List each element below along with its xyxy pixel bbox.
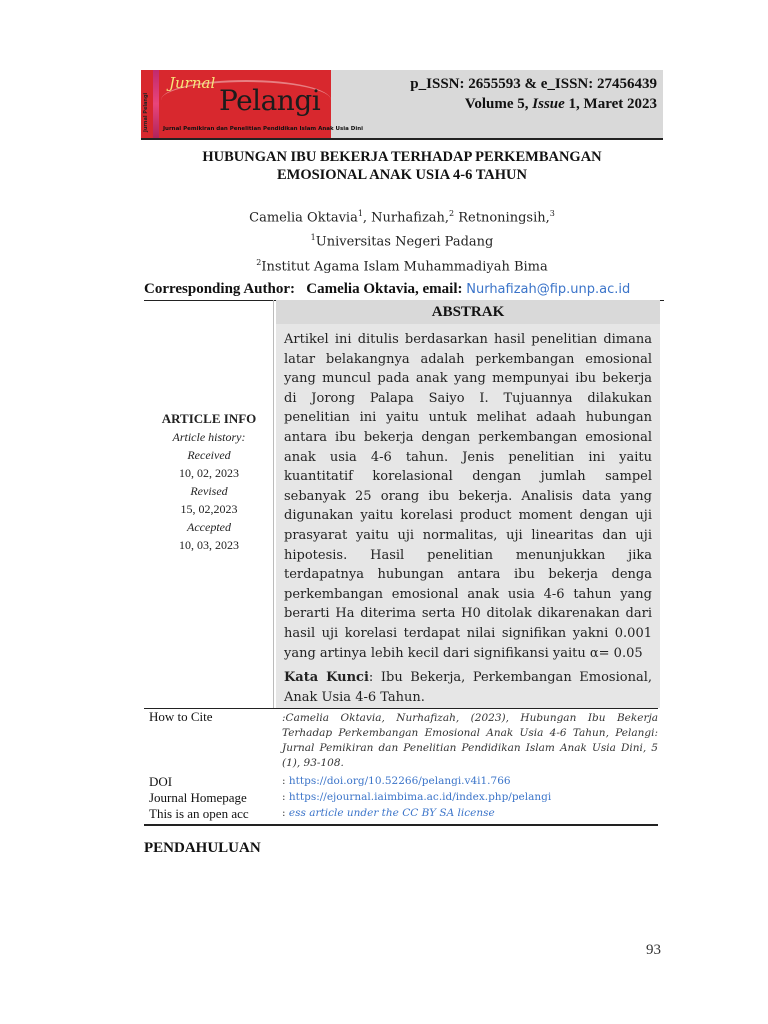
page-number: 93 bbox=[646, 942, 661, 958]
corresponding-author bbox=[144, 281, 664, 301]
abstract-text: Artikel ini ditulis berdasarkan hasil penelitian dimana latar belakangnya adalah perkembangan emosional yang muncul pada anak yang mempunyai ibu bekerja di Jorong Palapa Saiyo I. Tujuannya dilakukan penelitian ini yaitu untuk melihat adaah hubungan antara ibu bekerja dengan perkembangan emosional anak usia 4-6 tahun. Jenis penelitian ini yaitu kuantitatif korelasional dengan jumlah sampel sebanyak 25 orang ibu bekerja. Analisis data yang digunakan yaitu korelasi product moment dengan uji prasyarat yaitu uji normalitas, uji linearitas dan uji hipotesis. Hasil penelitian menunjukkan jika terdapatnya hubungan antara ibu bekerja denga perkembangan emosional anak usia 4-6 tahun yang berarti Ha diterima serta H0 ditolak dikarenakan dari hasil uji korelasi terdapat nilai signifikan yakni 0.001 yang artinya lebih kecil dari signifikansi yaitu α= 0.05 bbox=[284, 332, 652, 661]
homepage-value bbox=[282, 790, 658, 806]
author-3: Retnoningsih, bbox=[454, 210, 550, 226]
homepage-link[interactable]: https://ejournal.iaimbima.ac.id/index.php/pelangi bbox=[288, 791, 552, 803]
accepted-date: 10, 03, 2023 bbox=[179, 538, 239, 552]
how-to-cite-row bbox=[144, 709, 658, 771]
doi-label: DOI bbox=[149, 774, 173, 789]
journal-logo bbox=[141, 70, 364, 138]
affiliation-1-text: Universitas Negeri Padang bbox=[315, 234, 494, 250]
doi-value bbox=[282, 774, 658, 790]
affiliation-2 bbox=[141, 253, 663, 277]
issue-word: Issue bbox=[532, 96, 565, 112]
license-label: This is an open acc bbox=[149, 806, 249, 821]
author-2: , Nurhafizah, bbox=[362, 210, 450, 226]
logo-jurnal-text: Jurnal bbox=[169, 74, 216, 92]
doi-link[interactable]: https://doi.org/10.52266/pelangi.v4i1.766 bbox=[288, 775, 511, 787]
corr-name: Camelia Oktavia, email: bbox=[306, 281, 463, 297]
how-to-cite-label: How to Cite bbox=[149, 709, 213, 724]
author-3-sup: 3 bbox=[549, 209, 555, 218]
how-to-cite-value: :Camelia Oktavia, Nurhafizah, (2023), Hubungan Ibu Bekerja Terhadap Perkembangan Emosional Anak Usia 4-6 Tahun, Pelangi: Jurnal Pemikiran dan Penelitian Pendidikan Islam Anak Usia Dini, 5 (1), 93-108. bbox=[282, 712, 658, 769]
author-1: Camelia Oktavia bbox=[249, 210, 358, 226]
abstract-body bbox=[276, 324, 660, 708]
author-2-sup: 2 bbox=[449, 209, 455, 218]
logo-pelangi-text: Pelangi bbox=[219, 84, 321, 117]
revised-label: Revised bbox=[190, 484, 228, 498]
volume-line bbox=[410, 94, 657, 114]
author-1-sup: 1 bbox=[357, 209, 363, 218]
article-info-column bbox=[144, 300, 274, 708]
affiliation-2-sup: 2 bbox=[256, 257, 262, 267]
issn-block bbox=[410, 74, 657, 114]
citation-table bbox=[144, 708, 658, 826]
keywords bbox=[284, 668, 652, 707]
history-label: Article history: bbox=[172, 430, 246, 444]
volume-prefix: Volume 5, bbox=[464, 96, 533, 112]
article-info bbox=[144, 410, 274, 554]
volume-suffix: 1, Maret 2023 bbox=[564, 96, 657, 112]
received-date: 10, 02, 2023 bbox=[179, 466, 239, 480]
keywords-text: : Ibu Bekerja, Perkembangan Emosional, Anak Usia 4-6 Tahun. bbox=[284, 670, 652, 705]
affiliation-1-sup: 1 bbox=[310, 233, 316, 243]
affiliation-1 bbox=[141, 228, 663, 252]
article-title bbox=[141, 148, 663, 184]
accepted-label: Accepted bbox=[187, 520, 231, 534]
license-value bbox=[282, 806, 658, 822]
issn-line: p_ISSN: 2655593 & e_ISSN: 27456439 bbox=[410, 76, 657, 92]
homepage-label: Journal Homepage bbox=[149, 790, 247, 805]
abstract-heading: ABSTRAK bbox=[276, 300, 660, 324]
logo-rainbow-strip bbox=[153, 70, 159, 138]
received-label: Received bbox=[187, 448, 231, 462]
title-line-1: HUBUNGAN IBU BEKERJA TERHADAP PERKEMBANGAN bbox=[202, 149, 602, 165]
license-prefix: : bbox=[282, 807, 289, 819]
author-names bbox=[141, 204, 663, 228]
journal-header bbox=[141, 70, 663, 140]
keywords-label: Kata Kunci bbox=[284, 670, 369, 686]
corr-label: Corresponding Author: bbox=[144, 281, 295, 297]
logo-side-text: Jurnal Pelangi bbox=[143, 92, 149, 132]
affiliation-2-text: Institut Agama Islam Muhammadiyah Bima bbox=[261, 258, 548, 274]
doi-row bbox=[144, 774, 658, 790]
license-link[interactable]: ess article under the CC BY SA license bbox=[288, 807, 495, 819]
license-row bbox=[144, 806, 658, 822]
doi-prefix: : bbox=[282, 775, 289, 787]
title-line-2: EMOSIONAL ANAK USIA 4-6 TAHUN bbox=[276, 167, 528, 183]
section-heading: PENDAHULUAN bbox=[144, 840, 261, 856]
authors-block bbox=[141, 204, 663, 277]
homepage-row bbox=[144, 790, 658, 806]
logo-subtitle: Jurnal Pemikiran dan Penelitian Pendidikan Islam Anak Usia Dini bbox=[163, 126, 364, 132]
corr-email-link[interactable]: Nurhafizah@fip.unp.ac.id bbox=[466, 282, 631, 297]
revised-date: 15, 02,2023 bbox=[180, 502, 238, 516]
homepage-prefix: : bbox=[282, 791, 289, 803]
article-info-heading: ARTICLE INFO bbox=[161, 411, 257, 426]
